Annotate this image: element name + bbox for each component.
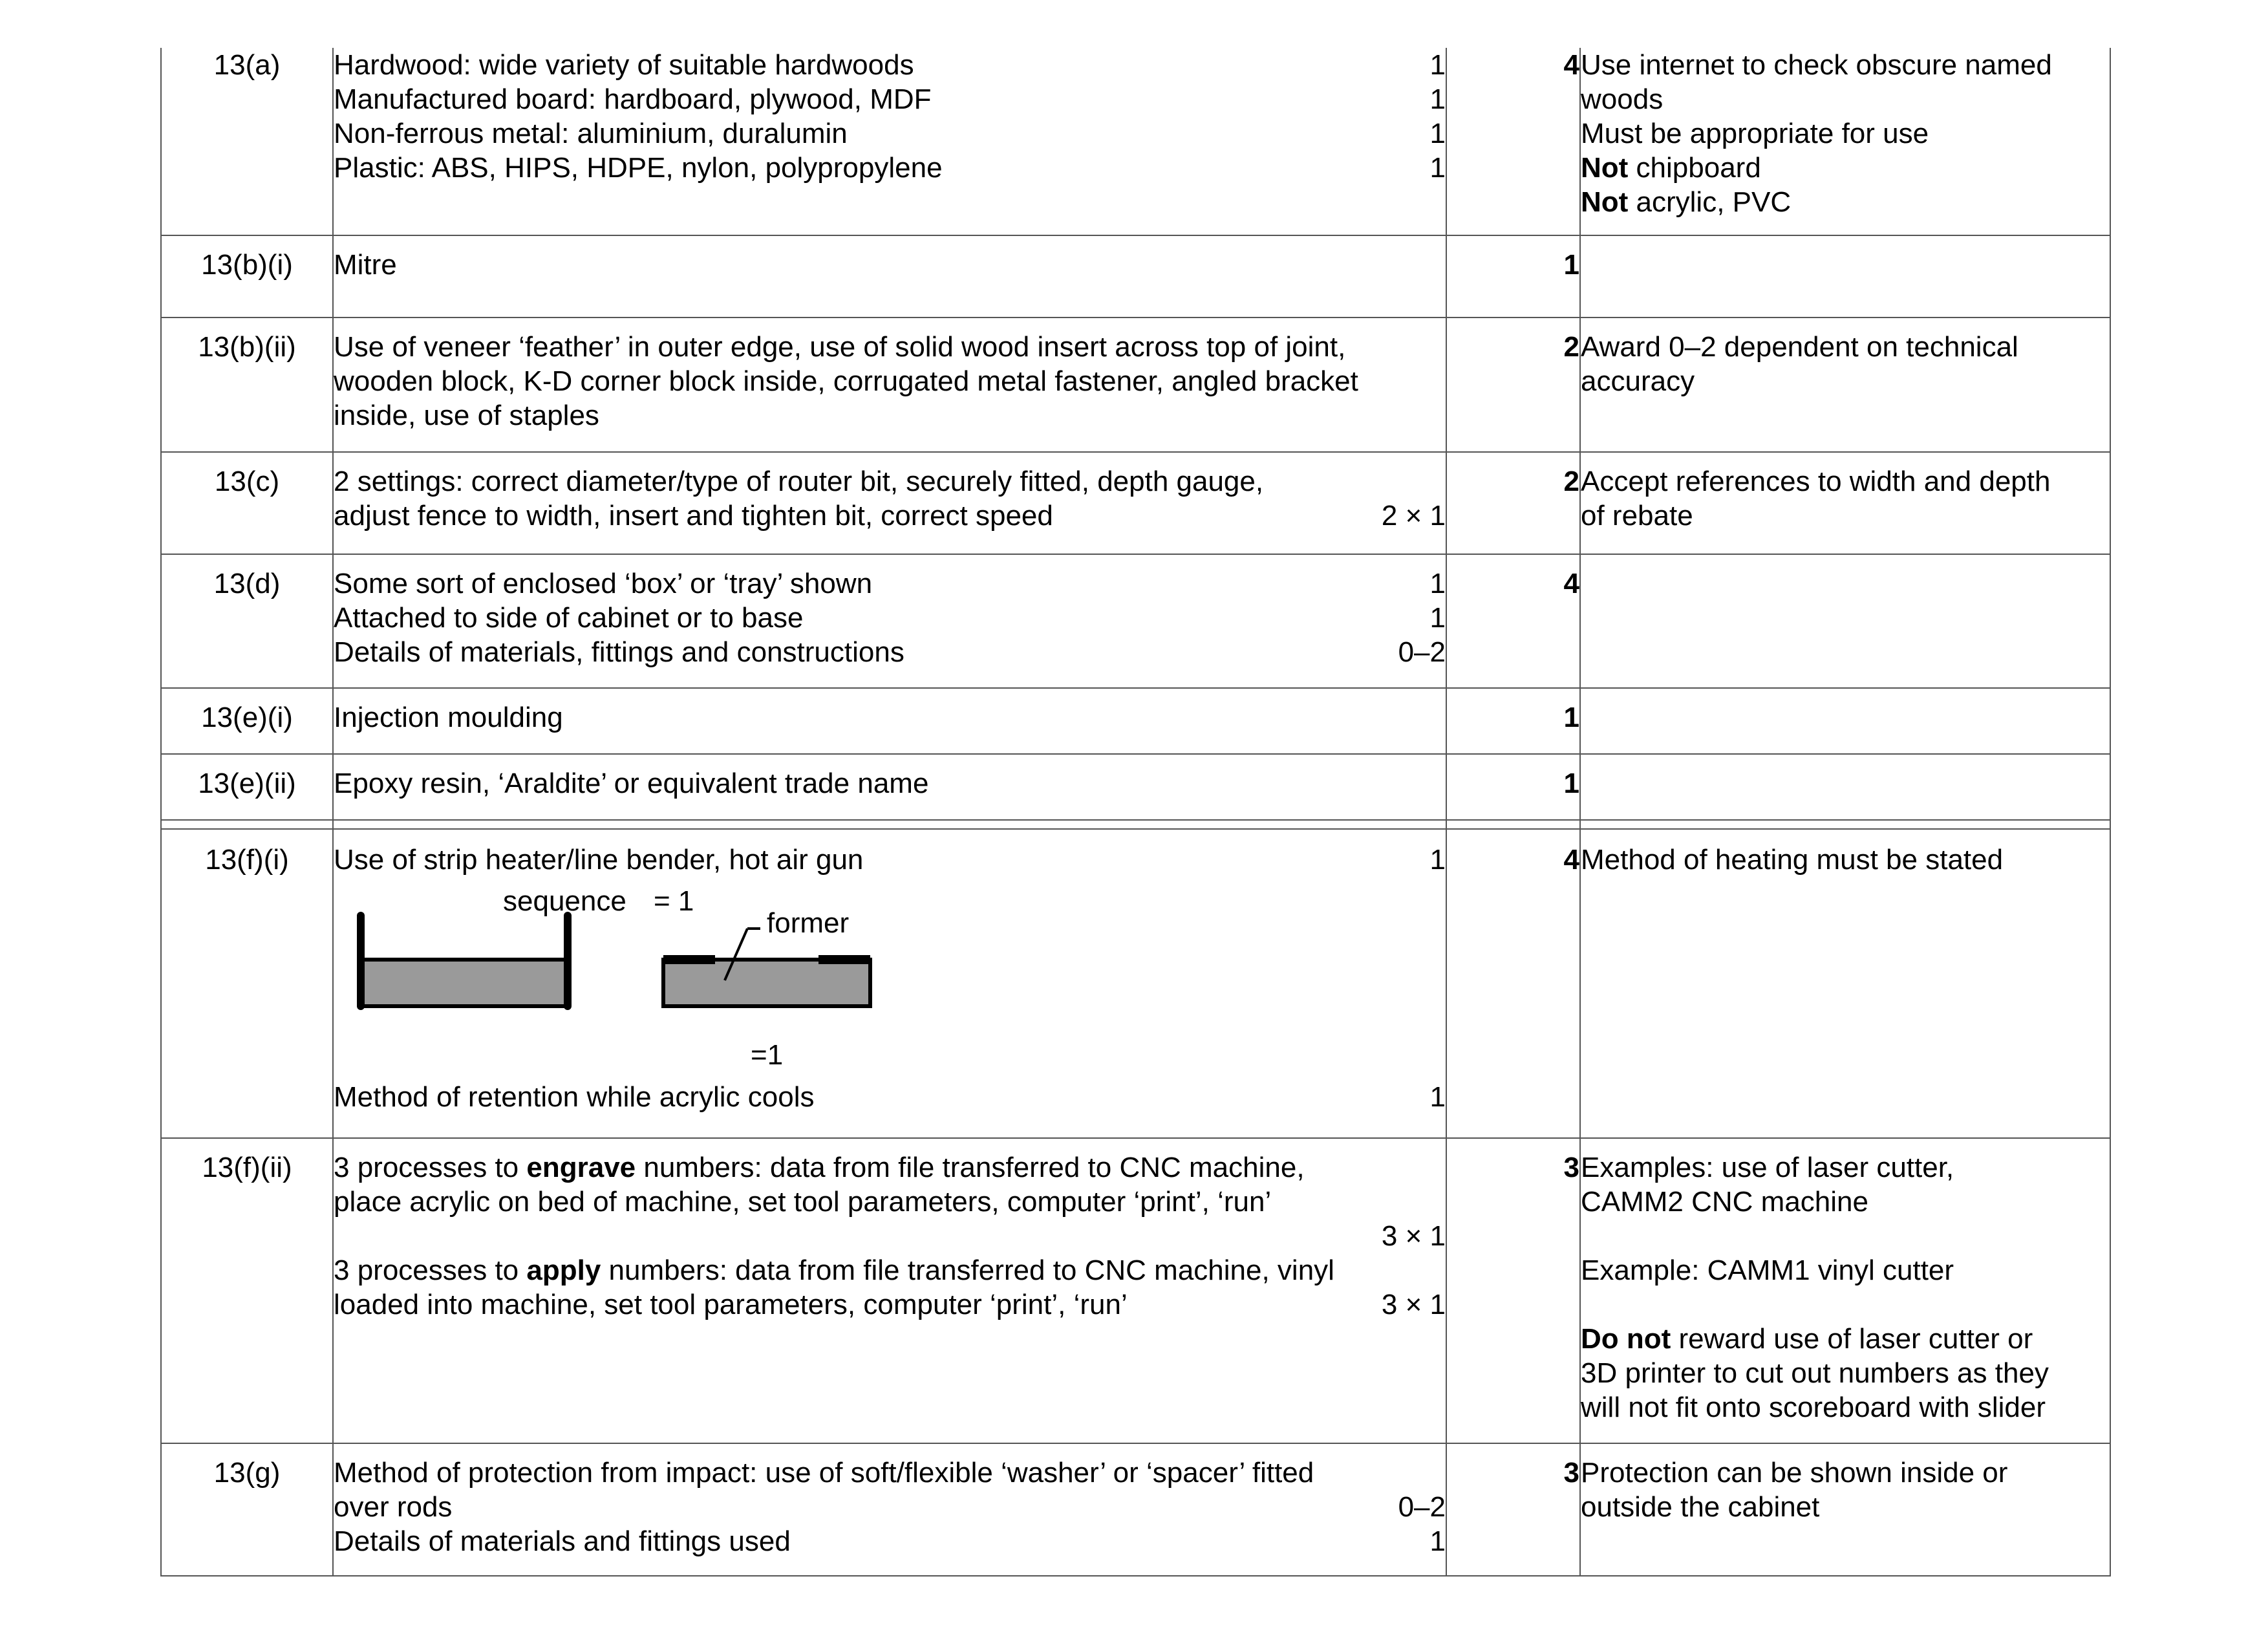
guidance-line: Example: CAMM1 vinyl cutter <box>1581 1254 1954 1286</box>
answer-line: Method of protection from impact: use of soft/flexible ‘washer’ or ‘spacer’ fitted <box>334 1457 1314 1489</box>
answer-line: Use of veneer ‘feather’ in outer edge, use of solid wood insert across top of joint, <box>334 331 1346 363</box>
bending-diagram <box>334 877 915 1084</box>
former-label: former <box>767 907 850 939</box>
answer-line: Details of materials, fittings and constructions 0–2 <box>334 636 1446 668</box>
answer-line: adjust fence to width, insert and tighten bit, correct speed 2 × 1 <box>334 500 1446 532</box>
guidance-cell <box>1580 1138 2110 1443</box>
answer-cell <box>333 1138 1446 1443</box>
answer-line: Manufactured board: hardboard, plywood, MDF 1 <box>334 83 1446 115</box>
question-number: 13(b)(i) <box>161 235 333 317</box>
mark-scheme-table <box>160 48 2111 1577</box>
answer-cell <box>333 1443 1446 1576</box>
question-number: 13(d) <box>161 554 333 688</box>
answer-line: Plastic: ABS, HIPS, HDPE, nylon, polypropylene 1 <box>334 152 1446 184</box>
guidance-line: 3D printer to cut out numbers as they <box>1581 1357 2049 1389</box>
row-13bii <box>161 317 2110 452</box>
acrylic-bent-tray <box>361 960 568 1006</box>
bending-diagram-svg <box>334 877 915 1084</box>
answer-line: Non-ferrous metal: aluminium, duralumin 1 <box>334 118 1446 149</box>
answer-cell <box>333 554 1446 688</box>
guidance-cell <box>1580 235 2110 317</box>
guidance-cell <box>1580 48 2110 235</box>
question-number: 13(c) <box>161 452 333 554</box>
row-13ei <box>161 688 2110 754</box>
sequence-mark: = 1 <box>654 885 694 917</box>
answer-line: inside, use of staples <box>334 400 599 431</box>
answer-line: Some sort of enclosed ‘box’ or ‘tray’ shown 1 <box>334 568 1446 599</box>
marks-cell: 2 <box>1446 452 1580 554</box>
guidance-line: accuracy <box>1581 365 1695 397</box>
answer-line: Use of strip heater/line bender, hot air gun 1 <box>334 844 1446 876</box>
guidance-line: woods <box>1581 83 1664 115</box>
answer-mark: 3 × 1 <box>1381 1220 1446 1252</box>
answer-mark: 2 × 1 <box>1381 500 1446 532</box>
guidance-line: Award 0–2 dependent on technical <box>1581 331 2018 363</box>
former-block <box>663 960 870 1006</box>
guidance-cell <box>1580 829 2110 1138</box>
marks-cell: 1 <box>1446 235 1580 317</box>
answer-line: loaded into machine, set tool parameters, computer ‘print’, ‘run’ 3 × 1 <box>334 1289 1446 1320</box>
guidance-line: Do not reward use of laser cutter or <box>1581 1323 2033 1355</box>
former-mark: =1 <box>751 1039 784 1071</box>
answer-line: 2 settings: correct diameter/type of router bit, securely fitted, depth gauge, <box>334 466 1264 497</box>
guidance-cell <box>1580 317 2110 452</box>
guidance-line: Not chipboard <box>1581 152 1761 184</box>
guidance-cell <box>1580 1443 2110 1576</box>
guidance-line: Examples: use of laser cutter, <box>1581 1152 1954 1183</box>
answer-cell <box>333 317 1446 452</box>
row-13g <box>161 1443 2110 1576</box>
answer-cell: Mitre <box>333 235 1446 317</box>
answer-cell: Epoxy resin, ‘Araldite’ or equivalent trade name <box>333 754 1446 820</box>
question-number: 13(e)(ii) <box>161 754 333 820</box>
guidance-line: Protection can be shown inside or <box>1581 1457 2008 1489</box>
answer-line: Hardwood: wide variety of suitable hardwoods 1 <box>334 49 1446 81</box>
answer-line: Method of retention while acrylic cools 1 <box>334 1081 1446 1113</box>
row-13bi <box>161 235 2110 317</box>
row-13a <box>161 48 2110 235</box>
question-number: 13(f)(i) <box>161 829 333 1138</box>
guidance-line: of rebate <box>1581 500 1693 532</box>
answer-cell <box>333 829 1446 1138</box>
answer-line: Attached to side of cabinet or to base 1 <box>334 602 1446 634</box>
answer-mark: 3 × 1 <box>1381 1289 1446 1320</box>
guidance-cell <box>1580 688 2110 754</box>
row-13fi <box>161 829 2110 1138</box>
marks-cell: 3 <box>1446 1138 1580 1443</box>
marks-cell: 1 <box>1446 754 1580 820</box>
marks-cell: 3 <box>1446 1443 1580 1576</box>
answer-line: over rods 0–2 <box>334 1491 1446 1523</box>
row-13c <box>161 452 2110 554</box>
guidance-line: outside the cabinet <box>1581 1491 1820 1523</box>
marks-cell: 4 <box>1446 554 1580 688</box>
guidance-line: Use internet to check obscure named <box>1581 49 2052 81</box>
marks-cell: 1 <box>1446 688 1580 754</box>
answer-line: place acrylic on bed of machine, set tool parameters, computer ‘print’, ‘run’ <box>334 1186 1272 1218</box>
row-13fii <box>161 1138 2110 1443</box>
marks-cell: 2 <box>1446 317 1580 452</box>
sequence-label: sequence <box>503 885 626 917</box>
answer-line: wooden block, K-D corner block inside, corrugated metal fastener, angled bracket <box>334 365 1358 397</box>
row-13eii <box>161 754 2110 820</box>
question-number: 13(g) <box>161 1443 333 1576</box>
answer-line: 3 processes to apply numbers: data from file transferred to CNC machine, vinyl <box>334 1254 1334 1286</box>
guidance-line: Must be appropriate for use <box>1581 118 1929 149</box>
section-divider <box>161 820 2110 829</box>
answer-cell <box>333 48 1446 235</box>
marks-cell: 4 <box>1446 829 1580 1138</box>
marks-cell: 4 <box>1446 48 1580 235</box>
row-13d <box>161 554 2110 688</box>
answer-cell <box>333 452 1446 554</box>
question-number: 13(e)(i) <box>161 688 333 754</box>
question-number: 13(f)(ii) <box>161 1138 333 1443</box>
guidance-line: will not fit onto scoreboard with slider <box>1581 1392 2046 1423</box>
guidance-cell <box>1580 554 2110 688</box>
guidance-line: CAMM2 CNC machine <box>1581 1186 1868 1218</box>
guidance-line: Method of heating must be stated <box>1581 844 2004 876</box>
answer-line: Details of materials and fittings used 1 <box>334 1525 1446 1557</box>
guidance-line: Accept references to width and depth <box>1581 466 2051 497</box>
guidance-line: Not acrylic, PVC <box>1581 186 1792 218</box>
answer-cell: Injection moulding <box>333 688 1446 754</box>
guidance-cell <box>1580 754 2110 820</box>
answer-line: 3 processes to engrave numbers: data from file transferred to CNC machine, <box>334 1152 1305 1183</box>
question-number: 13(b)(ii) <box>161 317 333 452</box>
question-number: 13(a) <box>161 48 333 235</box>
guidance-cell <box>1580 452 2110 554</box>
